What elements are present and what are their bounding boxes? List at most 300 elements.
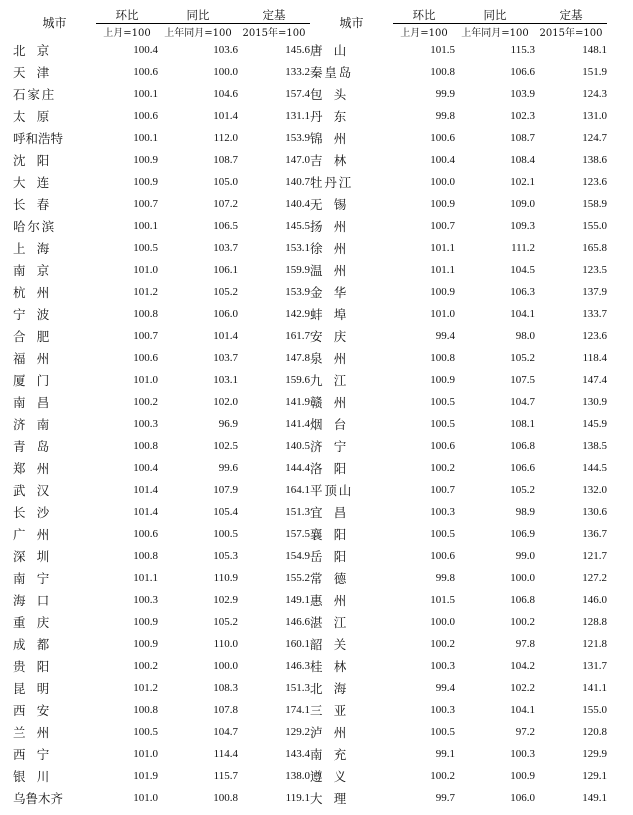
cell-city-left: 南宁 <box>13 571 61 586</box>
cell-fixed-left: 149.1 <box>285 594 310 606</box>
cell-mom-right: 99.4 <box>435 682 455 694</box>
cell-mom-right: 99.9 <box>435 88 455 100</box>
cell-yoy-right: 104.5 <box>510 264 535 276</box>
cell-city-right: 锦州 <box>310 131 358 146</box>
table-row <box>13 501 607 523</box>
cell-mom-right: 100.6 <box>430 440 455 452</box>
cell-yoy-left: 104.6 <box>213 88 238 100</box>
cell-fixed-left: 147.0 <box>285 154 310 166</box>
cell-fixed-right: 151.9 <box>582 66 607 78</box>
cell-yoy-left: 96.9 <box>218 418 238 430</box>
cell-mom-right: 101.1 <box>430 242 455 254</box>
cell-city-right: 南充 <box>310 747 358 762</box>
cell-yoy-right: 108.4 <box>510 154 535 166</box>
table-row <box>13 545 607 567</box>
cell-mom-right: 100.8 <box>430 352 455 364</box>
cell-fixed-right: 155.0 <box>582 220 607 232</box>
cell-fixed-right: 130.6 <box>582 506 607 518</box>
cell-yoy-left: 100.8 <box>213 792 238 804</box>
cell-fixed-left: 131.1 <box>285 110 310 122</box>
cell-mom-right: 100.7 <box>430 484 455 496</box>
cell-city-left: 西宁 <box>13 747 61 762</box>
cell-city-right: 安庆 <box>310 329 358 344</box>
cell-yoy-left: 100.5 <box>213 528 238 540</box>
cell-mom-left: 100.9 <box>133 616 158 628</box>
cell-mom-left: 100.8 <box>133 440 158 452</box>
cell-yoy-right: 109.0 <box>510 198 535 210</box>
cell-fixed-right: 123.5 <box>582 264 607 276</box>
cell-fixed-left: 153.9 <box>285 132 310 144</box>
table-row <box>13 523 607 545</box>
cell-mom-right: 100.0 <box>430 176 455 188</box>
cell-city-left: 重庆 <box>13 615 61 630</box>
cell-yoy-right: 104.1 <box>510 704 535 716</box>
cell-fixed-left: 164.1 <box>285 484 310 496</box>
table-row <box>13 743 607 765</box>
cell-mom-left: 101.2 <box>133 682 158 694</box>
cell-city-right: 温州 <box>310 263 358 278</box>
cell-yoy-right: 98.0 <box>515 330 535 342</box>
cell-fixed-left: 145.6 <box>285 44 310 56</box>
cell-fixed-right: 165.8 <box>582 242 607 254</box>
cell-yoy-right: 106.6 <box>510 462 535 474</box>
cell-city-right: 韶关 <box>310 637 358 652</box>
table-row <box>13 633 607 655</box>
cell-mom-left: 100.9 <box>133 154 158 166</box>
cell-fixed-right: 131.0 <box>582 110 607 122</box>
cell-city-left: 南京 <box>13 263 61 278</box>
cell-fixed-right: 148.1 <box>582 44 607 56</box>
cell-city-right: 九江 <box>310 373 358 388</box>
cell-city-right: 烟台 <box>310 417 358 432</box>
header-mom-sub-right: 上月=100 <box>393 23 455 39</box>
cell-city-left: 北京 <box>13 43 61 58</box>
table-row <box>13 303 607 325</box>
table-row <box>13 39 607 61</box>
header-mom-sub-left: 上月=100 <box>96 23 158 39</box>
table-row <box>13 765 607 787</box>
cell-city-left: 海口 <box>13 593 61 608</box>
cell-yoy-right: 106.6 <box>510 66 535 78</box>
cell-mom-right: 100.9 <box>430 286 455 298</box>
table-row <box>13 347 607 369</box>
cell-city-left: 上海 <box>13 241 61 256</box>
cell-city-right: 丹东 <box>310 109 358 124</box>
header-fixed-sub-left: 2015年=100 <box>238 23 310 39</box>
cell-city-left: 石家庄 <box>13 87 57 102</box>
cell-mom-right: 99.8 <box>435 572 455 584</box>
cell-fixed-right: 145.9 <box>582 418 607 430</box>
cell-city-left: 乌鲁木齐 <box>13 791 64 806</box>
cell-city-right: 蚌埠 <box>310 307 358 322</box>
cell-fixed-right: 149.1 <box>582 792 607 804</box>
cell-mom-left: 100.6 <box>133 352 158 364</box>
cell-yoy-left: 114.4 <box>213 748 238 760</box>
cell-city-right: 济宁 <box>310 439 358 454</box>
cell-yoy-right: 104.7 <box>510 396 535 408</box>
cell-fixed-right: 141.1 <box>582 682 607 694</box>
cell-city-left: 哈尔滨 <box>13 219 57 234</box>
cell-city-right: 牡丹江 <box>310 175 354 190</box>
cell-fixed-left: 141.4 <box>285 418 310 430</box>
cell-fixed-left: 146.6 <box>285 616 310 628</box>
cell-fixed-right: 121.8 <box>582 638 607 650</box>
header-mom-left: 环比 <box>115 7 139 22</box>
header-fixed-sub-right: 2015年=100 <box>535 23 607 39</box>
cell-yoy-left: 110.0 <box>213 638 238 650</box>
cell-city-right: 扬州 <box>310 219 358 234</box>
header-mom-right: 环比 <box>412 7 436 22</box>
cell-city-left: 昆明 <box>13 681 61 696</box>
cell-fixed-right: 123.6 <box>582 176 607 188</box>
cell-city-right: 赣州 <box>310 395 358 410</box>
cell-fixed-right: 120.8 <box>582 726 607 738</box>
cell-city-right: 洛阳 <box>310 461 358 476</box>
cell-yoy-left: 102.5 <box>213 440 238 452</box>
cell-mom-right: 101.1 <box>430 264 455 276</box>
header-yoy-sub-left: 上年同月=100 <box>158 23 238 39</box>
cell-yoy-left: 105.2 <box>213 286 238 298</box>
cell-fixed-left: 159.6 <box>285 374 310 386</box>
cell-mom-left: 100.4 <box>133 44 158 56</box>
cell-city-right: 无锡 <box>310 197 358 212</box>
cell-yoy-left: 100.0 <box>213 66 238 78</box>
header-city-left: 城市 <box>42 15 67 30</box>
cell-city-left: 呼和浩特 <box>13 131 64 146</box>
table-row <box>13 325 607 347</box>
cell-fixed-left: 140.4 <box>285 198 310 210</box>
cell-yoy-left: 106.5 <box>213 220 238 232</box>
cell-mom-left: 101.2 <box>133 286 158 298</box>
cell-yoy-left: 110.9 <box>213 572 238 584</box>
cell-yoy-left: 103.6 <box>213 44 238 56</box>
cell-mom-right: 101.5 <box>430 594 455 606</box>
cell-yoy-right: 102.1 <box>510 176 535 188</box>
cell-yoy-right: 106.8 <box>510 594 535 606</box>
cell-fixed-right: 132.0 <box>582 484 607 496</box>
cell-city-right: 秦皇岛 <box>310 65 354 80</box>
cell-fixed-right: 129.9 <box>582 748 607 760</box>
cell-city-left: 长春 <box>13 197 61 212</box>
cell-fixed-left: 155.2 <box>285 572 310 584</box>
cell-fixed-left: 154.9 <box>285 550 310 562</box>
cell-city-left: 大连 <box>13 175 61 190</box>
cell-yoy-right: 115.3 <box>510 44 535 56</box>
cell-fixed-right: 146.0 <box>582 594 607 606</box>
cell-city-left: 福州 <box>13 351 61 366</box>
cell-city-left: 合肥 <box>13 329 61 344</box>
cell-fixed-left: 129.2 <box>285 726 310 738</box>
cell-mom-left: 100.1 <box>133 132 158 144</box>
table-row <box>13 567 607 589</box>
cell-mom-right: 100.9 <box>430 198 455 210</box>
cell-fixed-left: 151.3 <box>285 506 310 518</box>
table-row <box>13 611 607 633</box>
cell-mom-left: 100.5 <box>133 242 158 254</box>
cell-fixed-left: 160.1 <box>285 638 310 650</box>
cell-yoy-right: 102.3 <box>510 110 535 122</box>
cell-fixed-left: 174.1 <box>285 704 310 716</box>
cell-city-left: 太原 <box>13 109 61 124</box>
cell-yoy-left: 102.0 <box>213 396 238 408</box>
cell-mom-right: 100.6 <box>430 132 455 144</box>
cell-yoy-right: 106.0 <box>510 792 535 804</box>
cell-city-left: 武汉 <box>13 483 61 498</box>
header-fixed-left: 定基 <box>262 7 286 22</box>
cell-city-left: 成都 <box>13 637 61 652</box>
cell-yoy-left: 107.2 <box>213 198 238 210</box>
table-row <box>13 171 607 193</box>
cell-yoy-left: 100.0 <box>213 660 238 672</box>
cell-city-left: 天津 <box>13 65 61 80</box>
cell-yoy-left: 103.1 <box>213 374 238 386</box>
cell-city-left: 广州 <box>13 527 61 542</box>
cell-mom-left: 100.1 <box>133 220 158 232</box>
cell-city-right: 湛江 <box>310 615 358 630</box>
cell-mom-right: 101.5 <box>430 44 455 56</box>
cell-city-right: 惠州 <box>310 593 358 608</box>
cell-city-right: 金华 <box>310 285 358 300</box>
cell-yoy-left: 103.7 <box>213 242 238 254</box>
cell-yoy-left: 106.0 <box>213 308 238 320</box>
cell-fixed-left: 161.7 <box>285 330 310 342</box>
table-row <box>13 721 607 743</box>
cell-mom-right: 99.8 <box>435 110 455 122</box>
cell-fixed-right: 129.1 <box>582 770 607 782</box>
cell-yoy-left: 106.1 <box>213 264 238 276</box>
cell-mom-left: 101.0 <box>133 792 158 804</box>
cell-mom-right: 101.0 <box>430 308 455 320</box>
cell-mom-left: 100.4 <box>133 462 158 474</box>
cell-mom-left: 100.6 <box>133 110 158 122</box>
cell-mom-left: 101.9 <box>133 770 158 782</box>
table-row <box>13 457 607 479</box>
cell-yoy-left: 105.0 <box>213 176 238 188</box>
cell-mom-right: 100.3 <box>430 506 455 518</box>
cell-yoy-left: 105.2 <box>213 616 238 628</box>
cell-mom-left: 101.0 <box>133 748 158 760</box>
cell-mom-left: 100.7 <box>133 330 158 342</box>
cell-yoy-right: 106.9 <box>510 528 535 540</box>
cell-city-left: 厦门 <box>13 373 61 388</box>
cell-fixed-left: 140.5 <box>285 440 310 452</box>
cell-fixed-left: 145.5 <box>285 220 310 232</box>
cell-yoy-right: 103.9 <box>510 88 535 100</box>
cell-city-right: 吉林 <box>310 153 358 168</box>
cell-fixed-right: 131.7 <box>582 660 607 672</box>
cell-mom-right: 100.5 <box>430 396 455 408</box>
cell-yoy-right: 108.7 <box>510 132 535 144</box>
cell-fixed-right: 158.9 <box>582 198 607 210</box>
cell-mom-right: 100.5 <box>430 726 455 738</box>
cell-fixed-right: 121.7 <box>582 550 607 562</box>
cell-mom-right: 99.7 <box>435 792 455 804</box>
table-row <box>13 479 607 501</box>
table-row <box>13 677 607 699</box>
cell-mom-left: 100.5 <box>133 726 158 738</box>
table-row <box>13 259 607 281</box>
table-row <box>13 281 607 303</box>
cell-yoy-left: 105.3 <box>213 550 238 562</box>
cell-fixed-right: 155.0 <box>582 704 607 716</box>
cell-mom-left: 101.0 <box>133 374 158 386</box>
cell-fixed-right: 133.7 <box>582 308 607 320</box>
cell-yoy-right: 97.2 <box>515 726 535 738</box>
cell-yoy-left: 112.0 <box>213 132 238 144</box>
cell-mom-left: 101.1 <box>133 572 158 584</box>
table-row <box>13 105 607 127</box>
cell-city-right: 常德 <box>310 571 358 586</box>
cell-fixed-left: 133.2 <box>285 66 310 78</box>
cell-yoy-left: 104.7 <box>213 726 238 738</box>
cell-city-right: 宜昌 <box>310 505 358 520</box>
cell-yoy-right: 102.2 <box>510 682 535 694</box>
cell-mom-left: 100.3 <box>133 594 158 606</box>
cell-fixed-left: 146.3 <box>285 660 310 672</box>
cell-yoy-right: 100.2 <box>510 616 535 628</box>
cell-mom-right: 100.2 <box>430 638 455 650</box>
cell-fixed-right: 128.8 <box>582 616 607 628</box>
cell-fixed-left: 140.7 <box>285 176 310 188</box>
cell-fixed-right: 137.9 <box>582 286 607 298</box>
header-fixed-right: 定基 <box>559 7 583 22</box>
header-city-right: 城市 <box>339 15 364 30</box>
cell-fixed-left: 142.9 <box>285 308 310 320</box>
cell-yoy-right: 100.0 <box>510 572 535 584</box>
cell-city-right: 徐州 <box>310 241 358 256</box>
cell-city-right: 北海 <box>310 681 358 696</box>
cell-yoy-left: 115.7 <box>213 770 238 782</box>
cell-yoy-left: 103.7 <box>213 352 238 364</box>
cell-mom-left: 101.4 <box>133 484 158 496</box>
cell-mom-right: 99.1 <box>435 748 455 760</box>
cell-mom-left: 100.8 <box>133 704 158 716</box>
cell-yoy-left: 101.4 <box>213 330 238 342</box>
cell-fixed-left: 157.4 <box>285 88 310 100</box>
cell-mom-left: 100.1 <box>133 88 158 100</box>
table-row <box>13 655 607 677</box>
cell-city-left: 长沙 <box>13 505 61 520</box>
table-row <box>13 589 607 611</box>
cell-city-right: 大理 <box>310 791 358 806</box>
cell-fixed-right: 124.7 <box>582 132 607 144</box>
cell-mom-right: 100.4 <box>430 154 455 166</box>
cell-fixed-right: 127.2 <box>582 572 607 584</box>
cell-city-right: 桂林 <box>310 659 358 674</box>
cell-city-left: 南昌 <box>13 395 61 410</box>
cell-yoy-right: 111.2 <box>511 242 535 254</box>
cell-city-left: 宁波 <box>13 307 61 322</box>
table-row <box>13 215 607 237</box>
cell-fixed-left: 138.0 <box>285 770 310 782</box>
cell-mom-left: 100.3 <box>133 418 158 430</box>
cell-mom-left: 100.6 <box>133 66 158 78</box>
cell-yoy-right: 105.2 <box>510 352 535 364</box>
cell-yoy-right: 99.0 <box>515 550 535 562</box>
cell-mom-left: 100.8 <box>133 308 158 320</box>
cell-mom-left: 100.8 <box>133 550 158 562</box>
cell-yoy-left: 107.9 <box>213 484 238 496</box>
cell-fixed-right: 130.9 <box>582 396 607 408</box>
cell-yoy-left: 108.7 <box>213 154 238 166</box>
cell-mom-left: 100.9 <box>133 176 158 188</box>
table-row <box>13 369 607 391</box>
price-index-table <box>13 5 607 809</box>
cell-city-left: 郑州 <box>13 461 61 476</box>
cell-fixed-right: 138.5 <box>582 440 607 452</box>
cell-fixed-right: 123.6 <box>582 330 607 342</box>
cell-city-left: 杭州 <box>13 285 61 300</box>
cell-city-left: 深圳 <box>13 549 61 564</box>
cell-city-right: 三亚 <box>310 703 358 718</box>
cell-yoy-left: 101.4 <box>213 110 238 122</box>
cell-yoy-right: 104.2 <box>510 660 535 672</box>
cell-mom-left: 100.7 <box>133 198 158 210</box>
cell-city-right: 包头 <box>310 87 358 102</box>
table-row <box>13 237 607 259</box>
cell-mom-right: 100.2 <box>430 462 455 474</box>
cell-fixed-right: 144.5 <box>582 462 607 474</box>
cell-mom-right: 100.9 <box>430 374 455 386</box>
cell-fixed-left: 159.9 <box>285 264 310 276</box>
header-row-1 <box>13 5 607 23</box>
cell-city-left: 沈阳 <box>13 153 61 168</box>
cell-mom-right: 100.6 <box>430 550 455 562</box>
cell-fixed-left: 143.4 <box>285 748 310 760</box>
cell-mom-right: 100.0 <box>430 616 455 628</box>
cell-city-right: 唐山 <box>310 43 358 58</box>
cell-yoy-left: 108.3 <box>213 682 238 694</box>
cell-fixed-right: 118.4 <box>582 352 607 364</box>
cell-city-left: 青岛 <box>13 439 61 454</box>
table-row <box>13 699 607 721</box>
cell-city-right: 平顶山 <box>310 483 354 498</box>
cell-fixed-right: 147.4 <box>582 374 607 386</box>
cell-mom-left: 100.2 <box>133 660 158 672</box>
cell-city-right: 岳阳 <box>310 549 358 564</box>
cell-city-right: 泉州 <box>310 351 358 366</box>
cell-mom-right: 100.3 <box>430 660 455 672</box>
cell-city-left: 济南 <box>13 417 61 432</box>
table-row <box>13 127 607 149</box>
cell-fixed-left: 153.9 <box>285 286 310 298</box>
cell-yoy-right: 97.8 <box>515 638 535 650</box>
cell-fixed-right: 124.3 <box>582 88 607 100</box>
cell-yoy-left: 107.8 <box>213 704 238 716</box>
table-row <box>13 149 607 171</box>
cell-fixed-left: 157.5 <box>285 528 310 540</box>
cell-mom-left: 101.0 <box>133 264 158 276</box>
cell-mom-left: 100.2 <box>133 396 158 408</box>
cell-mom-right: 99.4 <box>435 330 455 342</box>
cell-yoy-right: 109.3 <box>510 220 535 232</box>
cell-mom-right: 100.8 <box>430 66 455 78</box>
cell-mom-left: 100.6 <box>133 528 158 540</box>
cell-city-left: 贵阳 <box>13 659 61 674</box>
cell-mom-right: 100.7 <box>430 220 455 232</box>
cell-yoy-left: 99.6 <box>218 462 238 474</box>
header-yoy-left: 同比 <box>186 7 210 22</box>
cell-fixed-left: 144.4 <box>285 462 310 474</box>
table-row <box>13 413 607 435</box>
table-row <box>13 787 607 809</box>
table-row <box>13 61 607 83</box>
cell-mom-right: 100.5 <box>430 528 455 540</box>
cell-yoy-right: 106.3 <box>510 286 535 298</box>
table-row <box>13 435 607 457</box>
cell-yoy-right: 98.9 <box>515 506 535 518</box>
cell-fixed-right: 136.7 <box>582 528 607 540</box>
